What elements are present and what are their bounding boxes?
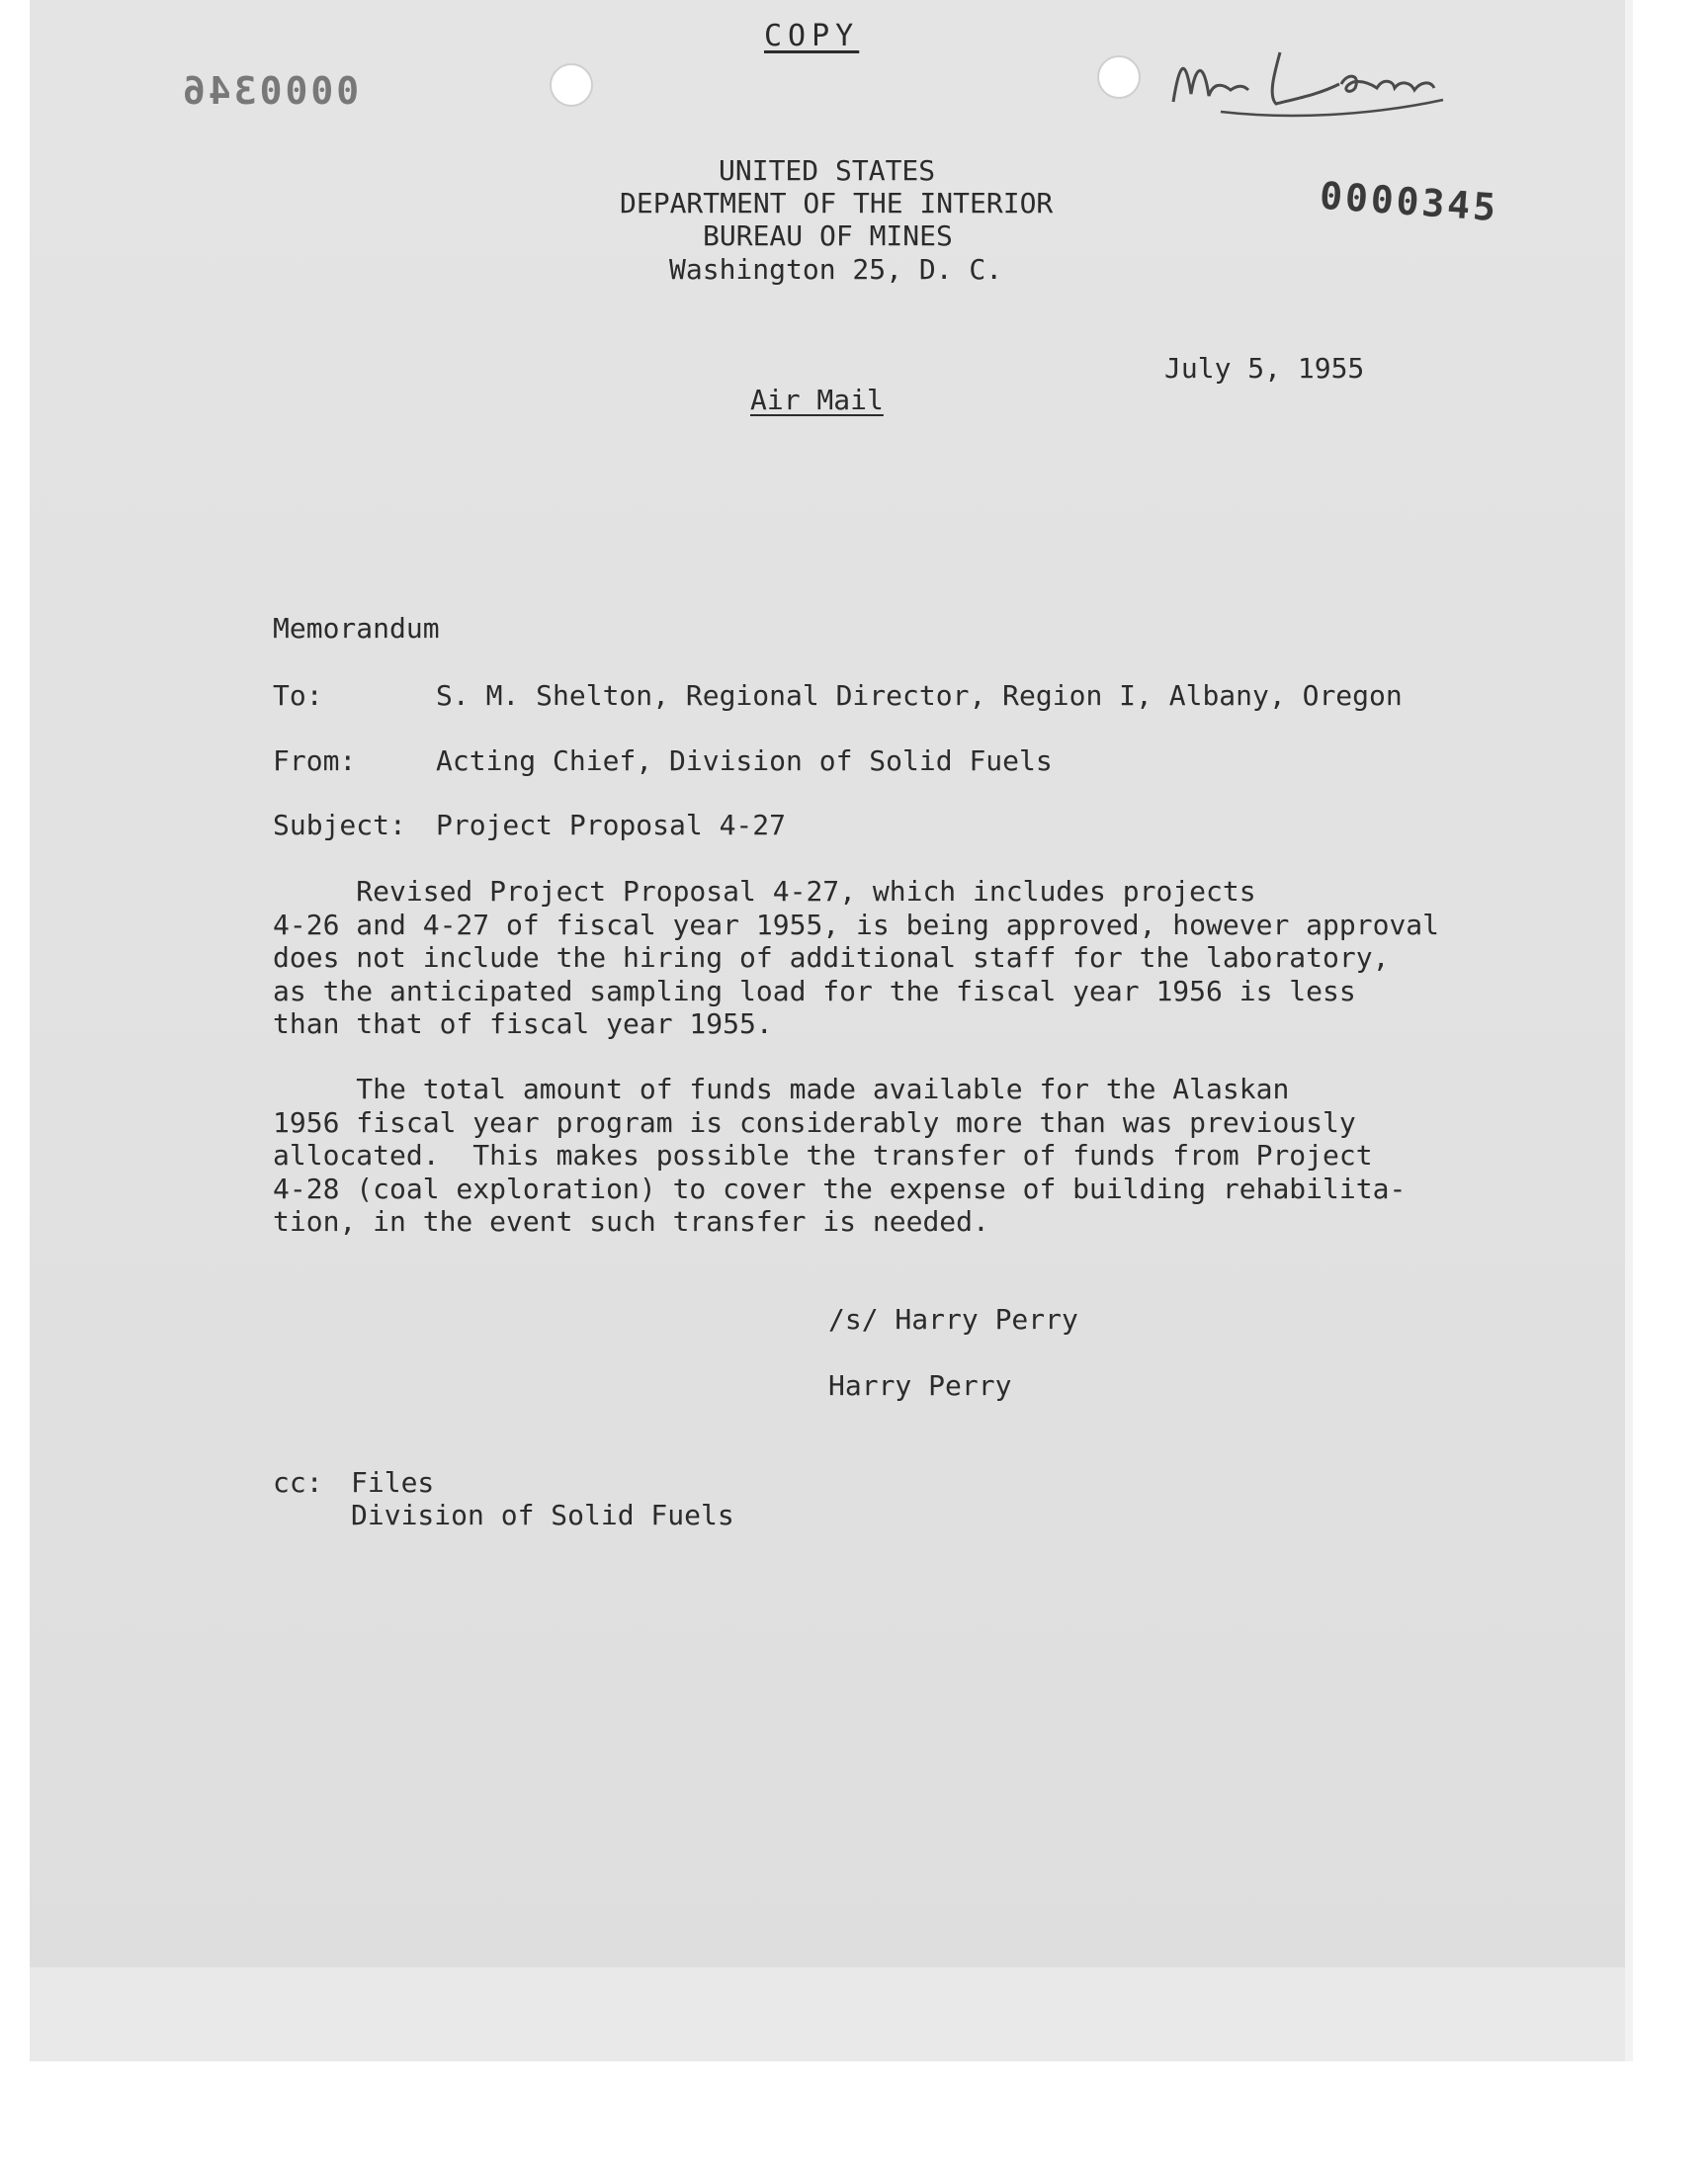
paragraph-line: 1956 fiscal year program is considerably more than was previously <box>273 1105 1356 1139</box>
page-bottom-strip <box>30 1967 1625 2061</box>
paragraph-line: 4-28 (coal exploration) to cover the expense of building rehabilita- <box>273 1172 1407 1205</box>
cc-label: cc: <box>273 1466 323 1499</box>
memo-type: Memorandum <box>273 612 440 645</box>
cc-item: Division of Solid Fuels <box>351 1499 734 1531</box>
body-paragraph-2 <box>273 1073 1406 1239</box>
agency-line-2: DEPARTMENT OF THE INTERIOR <box>620 187 1054 219</box>
paragraph-line: as the anticipated sampling load for the fiscal year 1956 is less <box>273 974 1356 1007</box>
signer-name: Harry Perry <box>828 1369 1012 1402</box>
to-label: To: <box>273 679 323 712</box>
from-label: From: <box>273 744 357 777</box>
paragraph-line: allocated. This makes possible the transfer of funds from Project <box>273 1139 1373 1172</box>
body-paragraph-1 <box>273 875 1439 1041</box>
from-value: Acting Chief, Division of Solid Fuels <box>436 744 1053 777</box>
paragraph-line: does not include the hiring of additional staff for the laboratory, <box>273 941 1390 974</box>
copy-label: COPY <box>764 19 860 53</box>
memo-date: July 5, 1955 <box>1164 352 1365 385</box>
paragraph-line: tion, in the event such transfer is needed. <box>273 1205 989 1238</box>
to-value: S. M. Shelton, Regional Director, Region I, Albany, Oregon <box>436 679 1403 712</box>
signature-line: /s/ Harry Perry <box>828 1303 1078 1336</box>
paragraph-line: than that of fiscal year 1955. <box>273 1007 773 1040</box>
agency-line-4: Washington 25, D. C. <box>669 253 1003 286</box>
subject-value: Project Proposal 4-27 <box>436 809 787 841</box>
paragraph-line: 4-26 and 4-27 of fiscal year 1955, is being approved, however approval <box>273 908 1440 941</box>
punch-hole-left <box>550 63 593 107</box>
paragraph-line: Revised Project Proposal 4-27, which includes projects <box>273 875 1256 908</box>
paragraph-line: The total amount of funds made available for the Alaskan <box>273 1073 1290 1105</box>
stamp-number: 0000345 <box>1318 173 1500 230</box>
subject-label: Subject: <box>273 809 406 841</box>
cc-item: Files <box>351 1466 435 1499</box>
punch-hole-right <box>1097 55 1141 99</box>
delivery-method: Air Mail <box>750 384 884 416</box>
handwritten-note-mr-lorain <box>1152 25 1468 129</box>
stamp-number-mirrored: 0000346 <box>180 69 360 113</box>
agency-line-1: UNITED STATES <box>719 154 936 187</box>
agency-line-3: BUREAU OF MINES <box>703 219 953 252</box>
